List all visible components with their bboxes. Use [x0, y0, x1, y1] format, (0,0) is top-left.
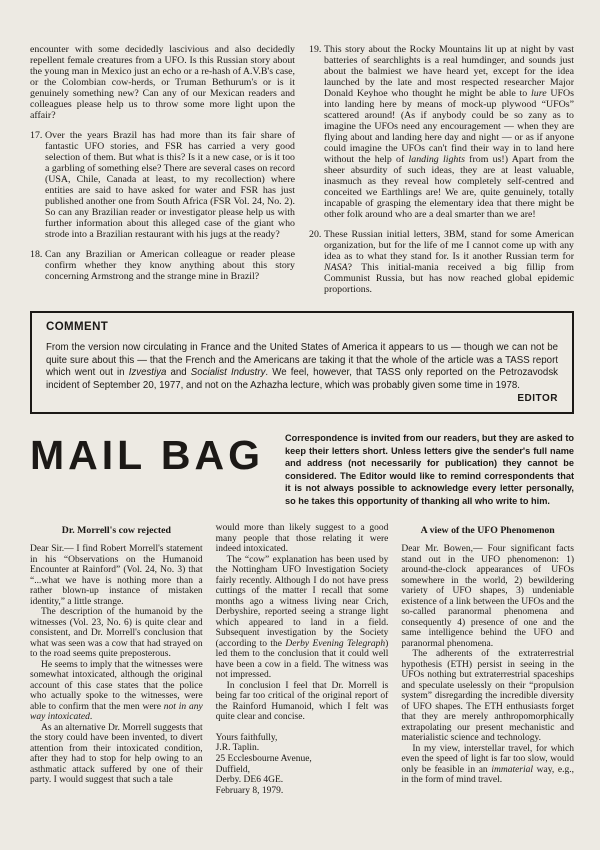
mailbag-title: MAIL BAG: [30, 432, 264, 479]
question-item-19: [309, 44, 574, 220]
letter-paragraph: Dear Sir.— I find Robert Morrell's statement in his “Observations on the Humanoid Encounter at Rainford” (Vol. 24, No. 3) that “...what we have is nothing more than a rather blown-up instance of mistaken identity,” a little strange.: [30, 544, 203, 607]
comment-box: [30, 311, 574, 414]
question-number: 17.: [30, 130, 43, 141]
question-item-17: [30, 130, 295, 240]
letter-paragraph: Dear Mr. Bowen,— Four significant facts stand out in the UFO phenomenon: 1) around-the-clock appearances of UFOs somewhere in the world, 2) bewildering variety of UFO shapes, 3) undeniable existence of a link between the UFOs and the so-called paranormal phenomena and consequently 4) presence of one and the same intelligence behind the UFO and paranormal phenomena.: [401, 544, 575, 649]
mailbag-notice: Correspondence is invited from our readers, but they are asked to keep their letters short. Unless letters give the sender's full name and address (not necessarily for publication) they cannot be considered. The Editor would like to remind correspondents that it is not always possible to acknowledge every letter personally, so he takes this opportunity of thanking all who write to him.: [285, 433, 574, 506]
signature-line: Yours faithfully,: [215, 732, 278, 743]
question-number: 18.: [30, 249, 43, 260]
letter-paragraph: In my view, interstellar travel, for which even the speed of light is far too slow, would only be feasible in an immaterial way, e.g., in the form of mind travel.: [401, 743, 575, 786]
letter-paragraph: would more than likely suggest to a good many people that those relating it were indeed intoxicated.: [215, 523, 389, 555]
letter-paragraph: The “cow” explanation has been used by the Nottingham UFO Investigation Society fairly recently. Although I do not have press cuttings of the matter I recall that some months ago a witness living near Crich, Derbyshire, reported seeing a strange light which appeared to land in a field. Subsequent investigation by the Society (according to the Derby Evening Telegraph) led them to the conclusion that it could well have been a cow in a field. The witness was not impressed.: [215, 554, 389, 681]
letters-section: [30, 523, 574, 796]
letter-heading-morrell-cow: Dr. Morrell's cow rejected: [61, 525, 171, 537]
signature-line: Derby. DE6 4GE.: [215, 775, 284, 786]
question-number: 19.: [309, 44, 322, 55]
question-text: These Russian initial letters, ЗВМ, stand for some American organization, but for the life of me I cannot come up with any idea as to what they stand for. Is it another Russian term for NASA? This initial-mania received a big fillip from Communist Russia, but has now reached global epidemic proportions.: [324, 229, 574, 295]
letter-paragraph: The adherents of the extraterrestrial hypothesis (ETH) persist in seeing in the UFOs nothing but extraterrestrial spaceships and speculate uselessly on their “propulsion system” disregarding the incredible diversity of UFO shapes. The ETH enthusiasts forget that they are merely anthropomorphically extrapolating our present mechanistic and materialistic science and technology.: [401, 649, 575, 744]
editor-signature: EDITOR: [517, 393, 558, 405]
letter-heading-ufo-view: A view of the UFO Phenomenon: [420, 525, 555, 537]
questions-column-left: [30, 44, 295, 295]
comment-body: From the version now circulating in France and the United States of America it appears to us — though we can not be quite sure about this — that the French and the Americans are taking it that the whole of the article was a TASS report which went out in Izvestiya and Socialist Industry. We feel, however, that TASS only reported on the Petrozavodsk incident of September 20, 1977, and not on the Azhazha lecture, which was probably given some time in 1978.: [46, 342, 559, 391]
questions-column-right: [309, 44, 574, 295]
question-item-18: [30, 249, 295, 282]
signature-line: Duffield,: [215, 764, 251, 775]
question-text: Over the years Brazil has had more than its fair share of fantastic UFO stories, and FSR has carried a very good selection of them. But what is this? Is it a new case, or is it too a garbling of something else? There are several cases on record (USA, Chile, Canada at least, to my recollection) where entities are said to have asked for water and FSR has just published another one from South Africa (FSR Vol. 24, No. 2). So can any Brazilian reader or investigator please help us with further information about this alleged case of the giant who strode into a Brazilian restaurant with his jugs at the ready?: [45, 130, 295, 240]
letter-column-2: [216, 523, 389, 796]
letter-paragraph: As an alternative Dr. Morrell suggests that the story could have been invented, to divert attention from their intoxicated condition, after they had to stop for help owing to an asthmatic attack suffered by one of their party. I would suggest that such a tale: [30, 722, 203, 786]
question-text: This story about the Rocky Mountains lit up at night by vast batteries of searchlights is a real humdinger, and sounds just about the balmiest we have heard yet, except for the idea launched by the late and most respected researcher Major Donald Keyhoe who thought he might be able to lure UFOs into landing here by means of mock-up plywood “UFOs” scattered around! (As if anybody could be so zany as to imagine the UFOs need any encouragement — when they are flying about and landing here day and night — or as if anyone could imagine the UFOs can't find their way in to land here without the help of landing lights from us!) Apart from the sheer absurdity of such ideas, they are at least valuable, inasmuch as they reveal how completely self-centred and conceited we Earthlings are! We are, quite genuinely, totally incapable of grasping the elementary idea that there might be other folk around who are a deal smarter than we are!: [324, 44, 574, 220]
signature-line: February 8, 1979.: [215, 785, 284, 796]
question-text: Can any Brazilian or American colleague or reader please confirm whether they know anything about this story concerning Armstrong and the strange mine in Brazil?: [45, 249, 295, 282]
letter-paragraph: In conclusion I feel that Dr. Morrell is being far too critical of the original report of the Rainford Humanoid, which I felt was quite clear and concise.: [215, 680, 389, 723]
question-item-20: [309, 229, 574, 295]
letter-paragraph: The description of the humanoid by the witnesses (Vol. 23, No. 6) is quite clear and consistent, and Dr. Morrell's conclusion that what was seen was a cow that had strayed on to the road seems quite preposterous.: [30, 607, 203, 660]
letter-signature-block: [216, 733, 389, 797]
question-number: 20.: [309, 229, 322, 240]
signature-line: 25 Ecclesbourne Avenue,: [215, 754, 312, 765]
letter-paragraph: He seems to imply that the witnesses were somewhat intoxicated, although the original account of this case states that the police who actually spoke to the witnesses, were able to confirm that the men were not in any way intoxicated.: [30, 659, 203, 723]
mailbag-header: [30, 432, 574, 507]
letter-column-3: [401, 523, 574, 796]
question-16-continuation: encounter with some decidedly lascivious and also decidedly repellent female creatures from a UFO. Is this Russian story about the young man in Mexico just an echo or a re-hash of A.V.B's case, or the Colombian cow-herds, or Truman Bethurum's or is it genuinely something new? Can any of our Mexican readers and colleagues please help us to throw some more light upon the affair?: [30, 44, 295, 121]
questions-section: [30, 44, 574, 295]
signature-line: J.R. Taplin.: [215, 743, 260, 754]
comment-title: COMMENT: [46, 321, 109, 333]
letter-column-1: [30, 523, 203, 796]
